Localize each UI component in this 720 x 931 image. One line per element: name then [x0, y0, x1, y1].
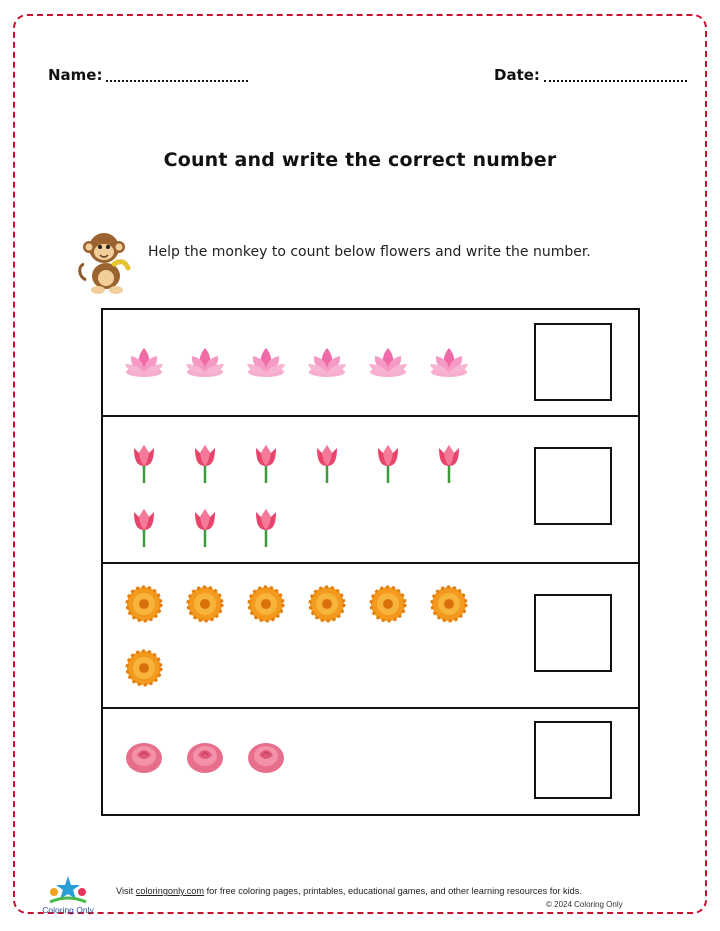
instruction-text: Help the monkey to count below flowers and write the number.	[148, 244, 591, 260]
tulip-icon	[243, 438, 289, 484]
tulip-icon	[121, 502, 167, 548]
answer-box[interactable]	[534, 323, 612, 401]
answer-box[interactable]	[534, 594, 612, 672]
lotus-icon	[365, 338, 411, 384]
flower-group	[121, 709, 491, 813]
name-label: Name:	[48, 66, 103, 84]
date-label: Date:	[494, 66, 540, 84]
footer-text	[116, 885, 676, 898]
footer-link[interactable]: coloringonly.com	[135, 886, 205, 896]
tulip-icon	[426, 438, 472, 484]
marigold-icon	[121, 581, 167, 627]
rose-icon	[182, 733, 228, 779]
flower-group	[121, 417, 491, 562]
tulip-icon	[365, 438, 411, 484]
tulip-icon	[243, 502, 289, 548]
counting-row	[103, 709, 638, 813]
marigold-icon	[365, 581, 411, 627]
marigold-icon	[426, 581, 472, 627]
answer-box[interactable]	[534, 447, 612, 525]
name-line[interactable]	[106, 66, 248, 82]
flower-group	[121, 310, 491, 415]
counting-row	[103, 564, 638, 709]
lotus-icon	[243, 338, 289, 384]
logo-text: Coloring Only	[42, 905, 94, 915]
footer-visit-suffix: for free coloring pages, printables, educational games, and other learning resources for kids.	[204, 886, 582, 896]
lotus-icon	[426, 338, 472, 384]
counting-table	[101, 308, 640, 816]
name-field[interactable]	[48, 66, 248, 84]
flower-group	[121, 564, 491, 707]
footer-copyright: © 2024 Coloring Only	[546, 900, 623, 909]
lotus-icon	[182, 338, 228, 384]
monkey-icon	[76, 228, 138, 296]
tulip-icon	[121, 438, 167, 484]
lotus-icon	[304, 338, 350, 384]
logo-mark-icon	[30, 872, 106, 906]
marigold-icon	[243, 581, 289, 627]
marigold-icon	[121, 645, 167, 691]
worksheet-title: Count and write the correct number	[163, 149, 557, 171]
counting-row	[103, 417, 638, 564]
lotus-icon	[121, 338, 167, 384]
rose-icon	[121, 733, 167, 779]
tulip-icon	[182, 438, 228, 484]
marigold-icon	[304, 581, 350, 627]
marigold-icon	[182, 581, 228, 627]
date-field[interactable]	[494, 66, 687, 84]
date-line[interactable]	[544, 66, 687, 82]
coloring-only-logo[interactable]	[30, 872, 106, 918]
counting-row	[103, 310, 638, 417]
answer-box[interactable]	[534, 721, 612, 799]
tulip-icon	[182, 502, 228, 548]
tulip-icon	[304, 438, 350, 484]
rose-icon	[243, 733, 289, 779]
footer-visit-prefix: Visit	[116, 886, 136, 896]
